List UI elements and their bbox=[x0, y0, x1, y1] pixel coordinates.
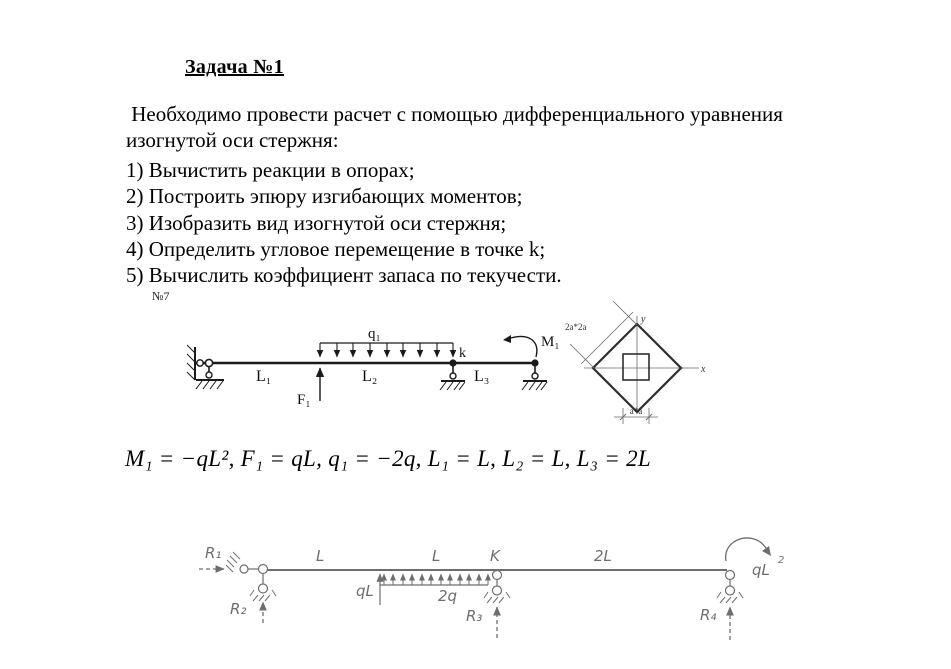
reaction-R1 bbox=[199, 544, 224, 569]
task-item: 3) Изобразить вид изогнутой оси стержня; bbox=[126, 210, 507, 235]
wall-support bbox=[187, 345, 195, 380]
reaction-R2-label: R₂ bbox=[230, 600, 247, 618]
span-right-label: 2L bbox=[594, 547, 612, 565]
statement-line: изогнутой оси стержня: bbox=[126, 128, 339, 153]
page-title: Задача №1 bbox=[185, 56, 284, 78]
span-L3-label: L₃ bbox=[474, 368, 490, 385]
reaction-R3-label: R₃ bbox=[466, 607, 483, 625]
distributed-load-arrows bbox=[320, 343, 453, 357]
reaction-R4 bbox=[700, 606, 730, 640]
inner-dim-label: a*a bbox=[629, 406, 643, 416]
force-label: F₁ bbox=[297, 392, 311, 408]
wall-hatch bbox=[226, 552, 240, 572]
ground-hatch bbox=[196, 381, 223, 389]
outer-dim-label: 2a*2a bbox=[565, 322, 587, 332]
left-support bbox=[226, 552, 276, 601]
task-item: 5) Вычислить коэффициент запаса по текучести. bbox=[126, 263, 562, 288]
statement-line: Необходимо провести расчет с помощью дифференциального уравнения bbox=[126, 102, 783, 126]
point-k-label: k bbox=[459, 346, 466, 361]
reaction-R2 bbox=[230, 600, 263, 623]
span-left-label: L bbox=[316, 547, 325, 565]
right-support bbox=[717, 571, 743, 604]
ground-hatch bbox=[440, 382, 465, 390]
moment-arrowhead bbox=[503, 335, 511, 343]
moment-arrowhead bbox=[762, 546, 771, 556]
reaction-R1-label: R₁ bbox=[205, 544, 222, 562]
distributed-load bbox=[320, 326, 453, 357]
span-mid-label: L bbox=[432, 547, 441, 565]
load-2q-label: 2q bbox=[438, 587, 458, 605]
load-label: q₁ bbox=[368, 326, 381, 342]
section-hole bbox=[623, 354, 649, 380]
span-L1-label: L₁ bbox=[256, 368, 272, 385]
force-qL-label: qL bbox=[356, 582, 374, 600]
ground-hatch bbox=[522, 382, 547, 390]
distributed-load-arrows bbox=[384, 574, 488, 585]
cross-section bbox=[565, 301, 706, 424]
moment-M1 bbox=[503, 334, 560, 357]
moment-qL2-sup: 2 bbox=[778, 555, 785, 566]
x-axis-label: x bbox=[701, 364, 706, 375]
wall-hatch bbox=[187, 345, 195, 380]
parameters-formula: M₁ = −qL², F₁ = qL, q₁ = −2q, L₁ = L, L₂ = L, L₃ = 2L bbox=[125, 446, 651, 471]
dimension-inner bbox=[614, 406, 658, 424]
moment-label: M₁ bbox=[541, 334, 560, 350]
free-body-diagram bbox=[199, 538, 784, 640]
pin-support-middle bbox=[440, 366, 465, 390]
distributed-load-2q bbox=[380, 547, 488, 605]
variant-number: №7 bbox=[152, 289, 170, 303]
reaction-R4-label: R₄ bbox=[700, 606, 717, 624]
moment-qL2-label: qL bbox=[752, 561, 770, 579]
y-axis-label: y bbox=[641, 314, 646, 325]
task-item: 2) Построить эпюру изгибающих моментов; bbox=[126, 184, 523, 209]
task-item: 1) Вычистить реакции в опорах; bbox=[126, 157, 415, 182]
reaction-R3 bbox=[466, 607, 497, 638]
beam-scheme bbox=[187, 326, 560, 408]
point-K-label: K bbox=[490, 547, 500, 565]
force-qL bbox=[356, 574, 380, 605]
span-L2-label: L₂ bbox=[362, 368, 378, 385]
force-F1 bbox=[297, 368, 320, 408]
task-item: 4) Определить угловое перемещение в точке k; bbox=[126, 237, 546, 262]
